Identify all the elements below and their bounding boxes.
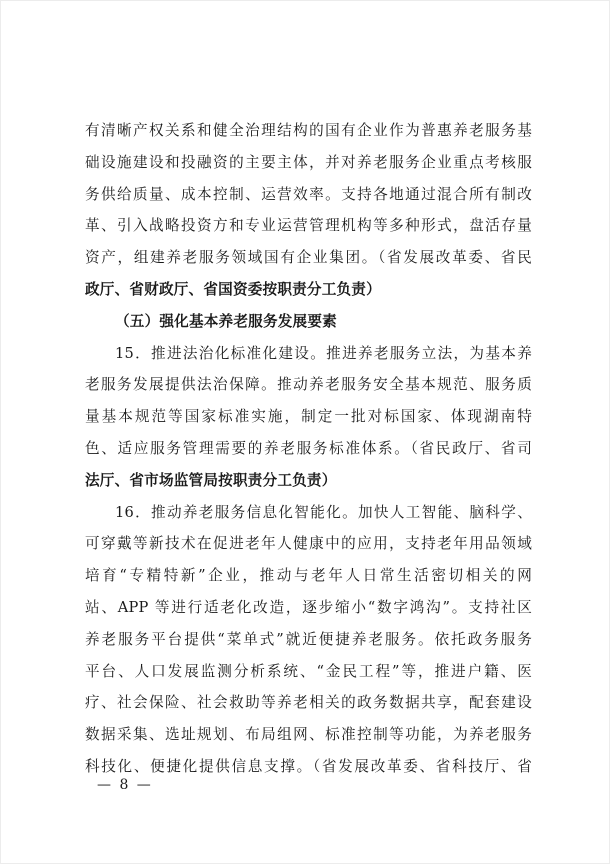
text-line: 培育“专精特新”企业，推动与老年人日常生活密切相关的网 bbox=[85, 567, 532, 585]
text-line: 平台、人口发展监测分析系统、“金民工程”等，推进户籍、医 bbox=[85, 662, 532, 680]
text-line: 科技化、便捷化提供信息支撑。（省发展改革委、省科技厅、省 bbox=[85, 757, 532, 775]
text-line: 务供给质量、成本控制、运营效率。支持各地通过混合所有制改 bbox=[85, 185, 532, 203]
text-line: 资产，组建养老服务领域国有企业集团。（省发展改革委、省民 bbox=[85, 249, 532, 267]
paragraph-16-start: 16．推动养老服务信息化智能化。加快人工智能、脑科学、 bbox=[115, 503, 532, 521]
text-line: 数据采集、选址规划、布局组网、标准控制等功能，为养老服务 bbox=[85, 726, 532, 744]
section-heading: （五）强化基本养老服务发展要素 bbox=[115, 312, 337, 330]
body-text bbox=[85, 115, 532, 783]
text-line: 老服务发展提供法治保障。推动养老服务安全基本规范、服务质 bbox=[85, 376, 532, 394]
text-line: 革、引入战略投资方和专业运营管理机构等多种形式，盘活存量 bbox=[85, 217, 532, 235]
text-line: 色、适应服务管理需要的养老服务标准体系。（省民政厅、省司 bbox=[85, 439, 532, 457]
responsibility-note: 政厅、省财政厅、省国资委按职责分工负责） bbox=[85, 280, 381, 298]
text-line: 站、APP 等进行适老化改造，逐步缩小“数字鸿沟”。支持社区 bbox=[85, 598, 532, 616]
text-line: 有清晰产权关系和健全治理结构的国有企业作为普惠养老服务基 bbox=[85, 122, 532, 139]
text-line: 养老服务平台提供“菜单式”就近便捷养老服务。依托政务服务 bbox=[85, 630, 532, 648]
responsibility-note: 法厅、省市场监管局按职责分工负责） bbox=[85, 471, 337, 489]
paragraph-15-start: 15．推进法治化标准化建设。推进养老服务立法，为基本养 bbox=[115, 344, 532, 362]
text-line: 量基本规范等国家标准实施，制定一批对标国家、体现湖南特 bbox=[85, 408, 532, 426]
page-number: — 8 — bbox=[97, 777, 153, 793]
text-line: 础设施建设和投融资的主要主体，并对养老服务企业重点考核服 bbox=[85, 153, 532, 171]
text-line: 疗、社会保险、社会救助等养老相关的政务数据共享，配套建设 bbox=[85, 694, 532, 712]
text-line: 可穿戴等新技术在促进老年人健康中的应用，支持老年用品领域 bbox=[85, 535, 532, 553]
